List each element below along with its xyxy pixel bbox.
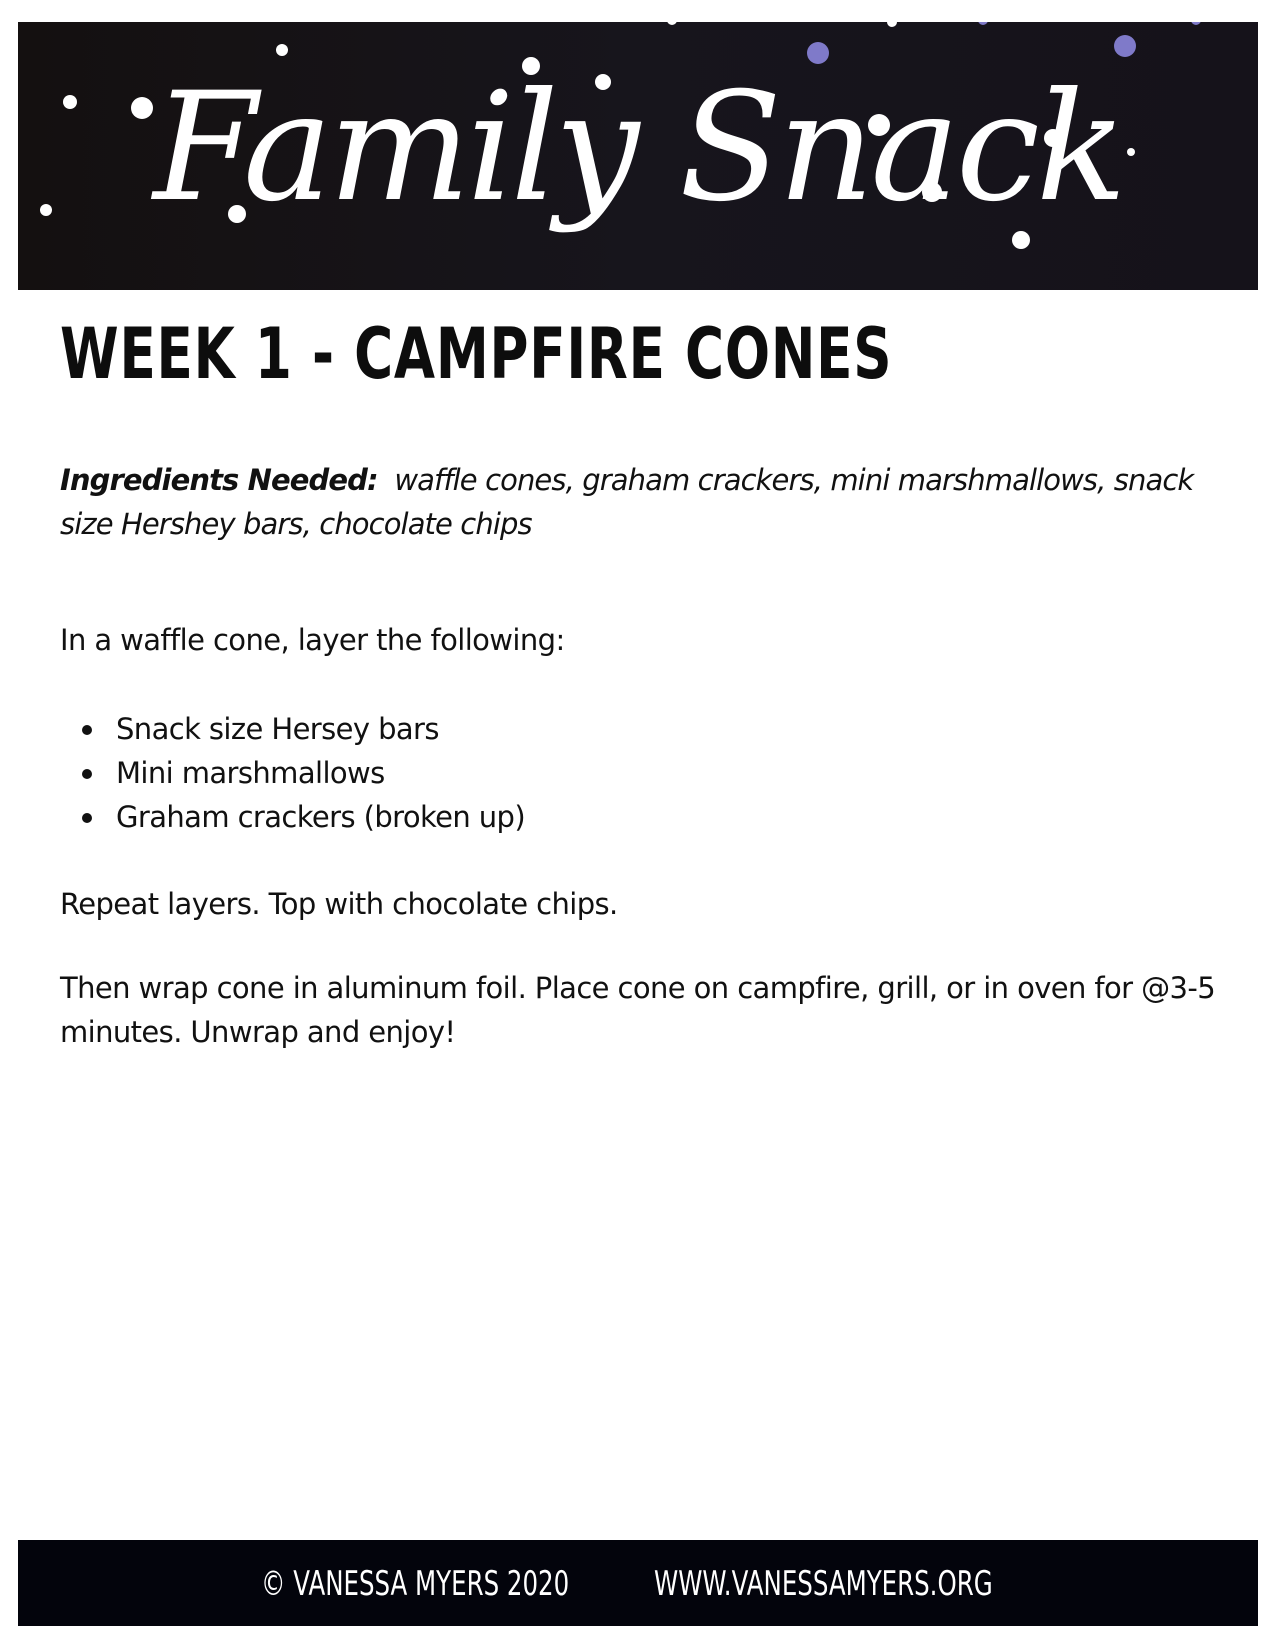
cooking-instructions: Then wrap cone in aluminum foil. Place cone on campfire, grill, or in oven for @3-5 minutes. Unwrap and enjoy! bbox=[60, 971, 1216, 1049]
layer-list bbox=[60, 707, 525, 839]
website-link[interactable]: WWW.VANESSAMYERS.ORG bbox=[654, 1564, 993, 1604]
list-item bbox=[60, 795, 525, 839]
ingredients-label: Ingredients Needed: bbox=[60, 463, 378, 497]
list-item bbox=[60, 751, 525, 795]
layer-intro: In a waffle cone, layer the following: bbox=[60, 623, 565, 657]
list-item-text: Snack size Hersey bars bbox=[116, 712, 439, 746]
copyright-text: © VANESSA MYERS 2020 bbox=[261, 1564, 570, 1604]
list-item bbox=[60, 707, 525, 751]
ingredients-paragraph bbox=[60, 458, 1220, 546]
bullet-icon bbox=[82, 813, 92, 823]
list-item-text: Graham crackers (broken up) bbox=[116, 800, 526, 834]
recipe-title: WEEK 1 - CAMPFIRE CONES bbox=[60, 313, 893, 395]
list-item-text: Mini marshmallows bbox=[116, 756, 385, 790]
banner-title: Family Snack bbox=[153, 61, 1123, 235]
bullet-icon bbox=[82, 725, 92, 735]
footer-bar bbox=[18, 1540, 1258, 1626]
header-banner bbox=[18, 22, 1258, 290]
bullet-icon bbox=[82, 769, 92, 779]
repeat-instruction: Repeat layers. Top with chocolate chips. bbox=[60, 887, 618, 921]
ingredients-list-text: waffle cones, graham crackers, mini marshmallows, snack size Hershey bars, chocolate chips bbox=[60, 463, 1194, 541]
